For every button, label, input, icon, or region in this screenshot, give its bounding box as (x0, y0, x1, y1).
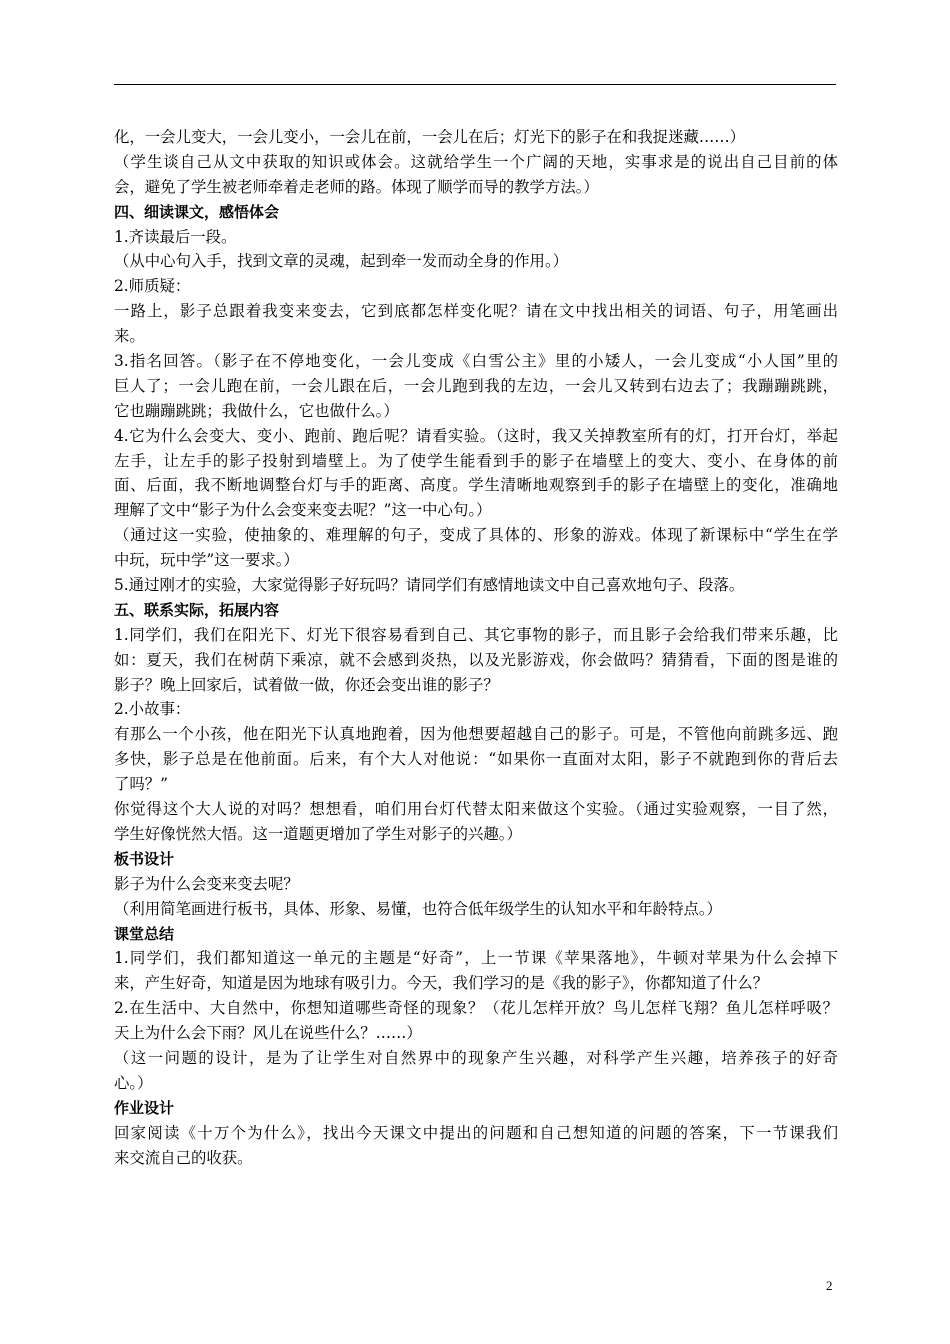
text-line: （通过这一实验，使抽象的、难理解的句子，变成了具体的、形象的游戏。体现了新课标中“学生在学 (114, 526, 838, 545)
page-number: 2 (826, 1278, 833, 1293)
text-line: 天上为什么会下雨？风儿在说些什么？……） (114, 1024, 422, 1043)
text-line: 你觉得这个大人说的对吗？想想看，咱们用台灯代替太阳来做这个实验。（通过实验观察，一目了然， (114, 800, 838, 819)
text-line: （从中心句入手，找到文章的灵魂，起到牵一发而动全身的作用。） (114, 252, 569, 271)
text-line: 学生好像恍然大悟。这一道题更增加了学生对影子的兴趣。） (114, 824, 522, 843)
text-line: （学生谈自己从文中获取的知识或体会。这就给学生一个广阔的天地，实事求是的说出自己目前的体 (114, 152, 838, 171)
text-line: 心。） (114, 1073, 153, 1092)
text-line: 3.指名回答。（影子在不停地变化，一会儿变成《白雪公主》里的小矮人，一会儿变成“小人国”里的 (114, 352, 838, 371)
section-heading: 板书设计 (114, 849, 175, 868)
section-heading: 四、细读课文，感悟体会 (114, 202, 280, 221)
text-line: （利用简笔画进行板书，具体、形象、易懂，也符合低年级学生的认知水平和年龄特点。） (114, 899, 722, 918)
header-rule (114, 84, 836, 85)
text-line: 2.小故事： (114, 700, 191, 719)
text-line: 中玩，玩中学”这一要求。） (114, 551, 299, 570)
text-line: 回家阅读《十万个为什么》，找出今天课文中提出的问题和自己想知道的问题的答案，下一节课我们 (114, 1123, 838, 1142)
text-line: 化，一会儿变大，一会儿变小，一会儿在前，一会儿在后；灯光下的影子在和我捉迷藏……） (114, 128, 746, 146)
text-line: 面、后面，我不断地调整台灯与手的距离、高度。学生清晰地观察到手的影子在墙壁上的变化，准确地 (114, 476, 838, 495)
text-line: 如：夏天，我们在树荫下乘凉，就不会感到炎热，以及光影游戏，你会做吗？猜猜看，下面的图是谁的 (114, 650, 838, 669)
text-line: 1.同学们，我们在阳光下、灯光下很容易看到自己、其它事物的影子，而且影子会给我们带来乐趣，比 (114, 625, 838, 644)
text-line: 1.同学们，我们都知道这一单元的主题是“好奇”，上一节课《苹果落地》，牛顿对苹果为什么会掉下 (114, 949, 838, 968)
text-line: 来，产生好奇，知道是因为地球有吸引力。今天，我们学习的是《我的影子》，你都知道了什么？ (114, 974, 769, 993)
text-line: 有那么一个小孩，他在阳光下认真地跑着，因为他想要超越自己的影子。可是，不管他向前跳多远、跑 (114, 725, 838, 744)
section-heading: 作业设计 (114, 1098, 175, 1117)
section-heading: 课堂总结 (114, 924, 175, 943)
text-line: 一路上，影子总跟着我变来变去，它到底都怎样变化呢？请在文中找出相关的词语、句子，用笔画出 (114, 302, 838, 321)
text-line: 影子？晚上回家后，试着做一做，你还会变出谁的影子？ (114, 675, 499, 694)
text-line: 2.在生活中、大自然中，你想知道哪些奇怪的现象？（花儿怎样开放？鸟儿怎样飞翔？鱼儿怎样呼吸？ (114, 999, 838, 1018)
text-line: 来交流自己的收获。 (114, 1148, 253, 1167)
text-line: 5.通过刚才的实验，大家觉得影子好玩吗？请同学们有感情地读文中自己喜欢地句子、段落。 (114, 576, 745, 595)
text-line: 多快，影子总是在他前面。后来，有个大人对他说：“如果你一直面对太阳，影子不就跑到你的背后去 (114, 750, 838, 769)
section-heading: 五、联系实际，拓展内容 (114, 600, 280, 619)
text-line: 1.齐读最后一段。 (114, 227, 237, 246)
text-line: 它也蹦蹦跳跳；我做什么，它也做什么。） (114, 401, 399, 420)
text-line: 2.师质疑： (114, 277, 191, 296)
text-line: 会，避免了学生被老师牵着走老师的路。体现了顺学而导的教学方法。） (114, 177, 599, 196)
text-line: 了吗？” (114, 775, 169, 794)
text-line: 巨人了；一会儿跑在前，一会儿跟在后，一会儿跑到我的左边，一会儿又转到右边去了；我蹦蹦跳跳， (114, 376, 838, 395)
text-line: （这一问题的设计，是为了让学生对自然界中的现象产生兴趣，对科学产生兴趣，培养孩子的好奇 (114, 1048, 838, 1067)
text-line: 影子为什么会变来变去呢？ (114, 874, 299, 893)
document-body (114, 125, 838, 1170)
text-line: 理解了文中“影子为什么会变来变去呢？”这一中心句。） (114, 501, 492, 520)
text-line: 4.它为什么会变大、变小、跑前、跑后呢？请看实验。（这时，我又关掉教室所有的灯，打开台灯，举起 (114, 426, 838, 445)
text-line: 左手，让左手的影子投射到墙壁上。为了使学生能看到手的影子在墙壁上的变大、变小、在身体的前 (114, 451, 838, 470)
text-line: 来。 (114, 327, 145, 346)
